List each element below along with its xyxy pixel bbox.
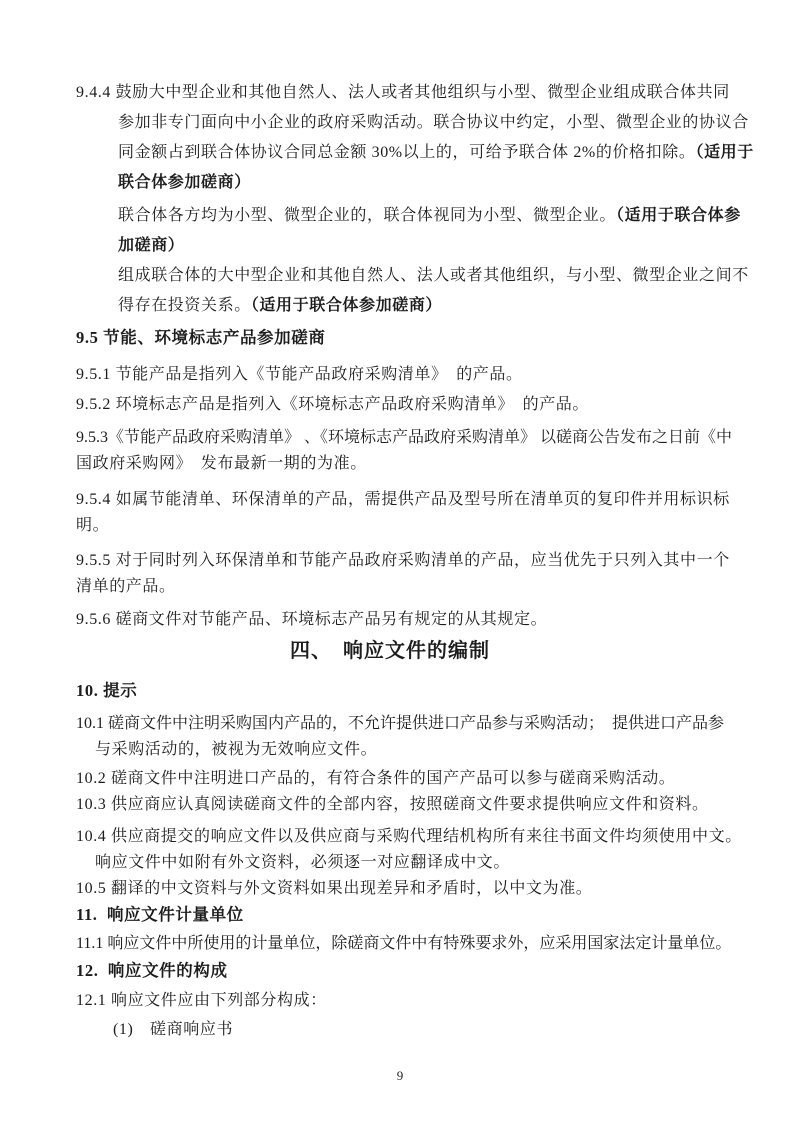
clause-9-5-3	[76, 425, 752, 477]
clause-10-2: 10.2 磋商文件中注明进口产品的，有符合条件的国产产品可以参与磋商采购活动。	[76, 770, 676, 787]
text-run: 联合体各方均为小型、微型企业的，联合体视同为小型、微型企业。	[118, 207, 617, 224]
clause-11-1: 11.1 响应文件中所使用的计量单位，除磋商文件中有特殊要求外，应采用国家法定计量单位。	[76, 935, 732, 952]
clause-9-4-4	[76, 78, 752, 198]
text-line: 明。	[76, 517, 110, 534]
clause-10-4	[76, 824, 752, 876]
clause-10-5: 10.5 翻译的中文资料与外文资料如果出现差异和矛盾时，以中文为准。	[76, 880, 593, 897]
clause-joint-investment	[76, 261, 752, 321]
text-line	[118, 291, 752, 321]
text-run: 同金额占到联合体协议合同总金额 30%以上的，可给予联合体 2%的价格扣除。	[118, 144, 696, 161]
clause-9-5-6: 9.5.6 磋商文件对节能产品、环境标志产品另有规定的从其规定。	[76, 611, 548, 628]
text-line: 10.4 供应商提交的响应文件以及供应商与采购代理结机构所有来往书面文件均须使用中文。	[76, 828, 742, 845]
clause-10-1	[76, 711, 752, 763]
heading-11: 11. 响应文件计量单位	[76, 905, 244, 924]
clause-10-3: 10.3 供应商应认真阅读磋商文件的全部内容，按照磋商文件要求提供响应文件和资料。	[76, 796, 709, 813]
clause-9-5-1: 9.5.1 节能产品是指列入《节能产品政府采购清单》 的产品。	[76, 366, 523, 383]
text-line	[118, 138, 752, 168]
text-line: 与采购活动的，被视为无效响应文件。	[95, 741, 378, 758]
applicability-note: 加磋商）	[118, 237, 185, 254]
text-line: 9.5.3《节能产品政府采购清单》 、《环境标志产品政府采购清单》 以磋商公告发布之日前《中	[76, 429, 733, 446]
text-line: 9.5.5 对于同时列入环保清单和节能产品政府采购清单的产品，应当优先于只列入其中一个	[76, 552, 730, 569]
heading-12: 12. 响应文件的构成	[76, 961, 228, 980]
text-run: 得存在投资关系。	[118, 297, 251, 314]
text-line: 参加非专门面向中小企业的政府采购活动。联合协议中约定，小型、微型企业的协议合	[118, 114, 749, 131]
text-line: 响应文件中如附有外文资料，必须逐一对应翻译成中文。	[95, 854, 511, 871]
text-line: 10.1 磋商文件中注明采购国内产品的，不允许提供进口产品参与采购活动； 提供进口产品参	[76, 715, 725, 732]
clause-joint-small-micro	[76, 201, 752, 261]
clause-9-5-2: 9.5.2 环境标志产品是指列入《环境标志产品政府采购清单》 的产品。	[76, 396, 590, 413]
document-content	[76, 78, 752, 1043]
clause-9-5-5	[76, 548, 752, 600]
text-line: 国政府采购网》 发布最新一期的为准。	[76, 455, 367, 472]
text-line: 组成联合体的大中型企业和其他自然人、法人或者其他组织，与小型、微型企业之间不	[118, 267, 749, 284]
text-line: 9.5.4 如属节能清单、环保清单的产品，需提供产品及型号所在清单页的复印件并用标识标	[76, 491, 730, 508]
applicability-note: （适用于	[695, 144, 754, 161]
text-line	[118, 201, 752, 231]
list-item-1: (1) 磋商响应书	[113, 1021, 234, 1038]
text-line: 清单的产品。	[76, 578, 176, 595]
text-line: 9.4.4 鼓励大中型企业和其他自然人、法人或者其他组织与小型、微型企业组成联合体共同	[76, 84, 730, 101]
page-number: 9	[396, 1068, 404, 1083]
clause-12-1: 12.1 响应文件应由下列部分构成：	[76, 992, 327, 1009]
clause-9-5-4	[76, 487, 752, 539]
applicability-note: 联合体参加磋商）	[118, 174, 251, 191]
applicability-note: （适用于联合体参	[616, 207, 741, 224]
heading-9-5: 9.5 节能、环境标志产品参加磋商	[76, 328, 326, 347]
chapter-heading: 四、 响应文件的编制	[290, 640, 490, 662]
applicability-note: （适用于联合体参加磋商）	[250, 297, 443, 314]
heading-10: 10. 提示	[76, 681, 138, 700]
